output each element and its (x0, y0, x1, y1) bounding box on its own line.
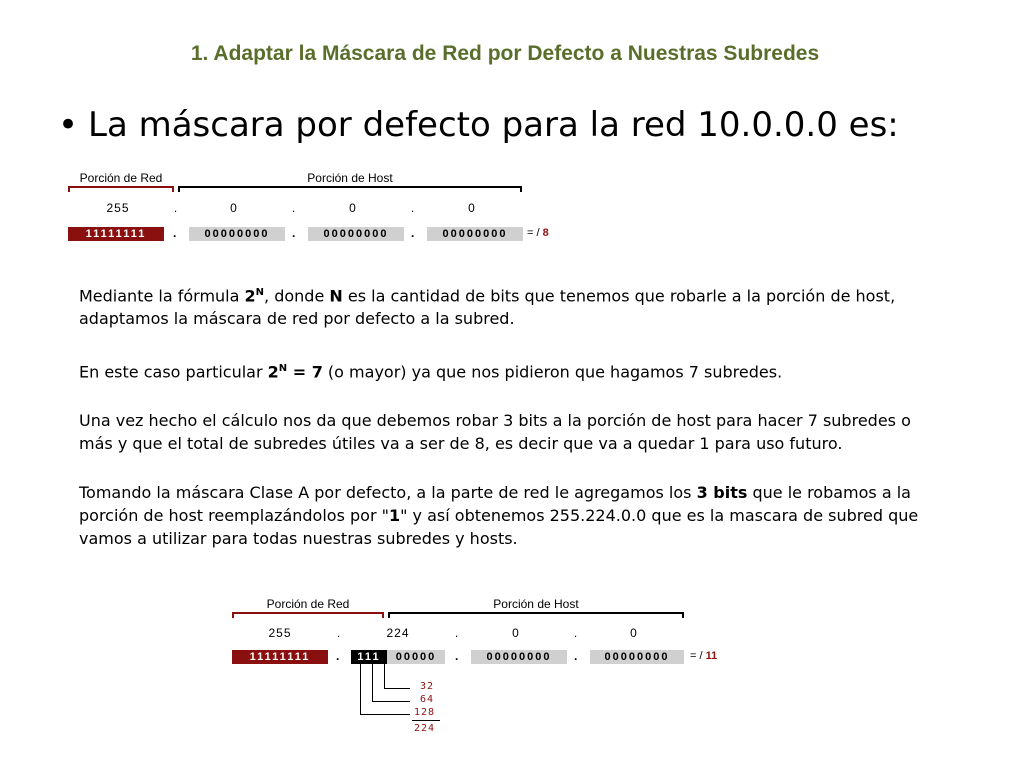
octet-2-decimal: 224 (386, 626, 410, 640)
formula-exponent: N (255, 287, 265, 298)
octet-4-binary: 00000000 (590, 650, 684, 664)
connector-line (384, 664, 385, 688)
octet-1-decimal: 255 (106, 201, 130, 215)
octet-3-binary: 00000000 (471, 650, 567, 664)
formula-variable: N (329, 286, 343, 306)
network-portion-label: Porción de Red (79, 171, 163, 185)
binary-dot: . (411, 226, 415, 240)
connector-line (372, 664, 373, 701)
text: En este caso particular (79, 362, 268, 382)
network-portion-label: Porción de Red (266, 597, 350, 611)
text: Tomando la máscara Clase A por defecto, a la parte de red le agregamos los (79, 483, 697, 502)
paragraph-calculation: Una vez hecho el cálculo nos da que debemos robar 3 bits a la porción de host para hacer 7 subredes o más y que el total de subredes útiles va a ser de 8, es decir que va a quedar 1 para uso futuro. (79, 411, 911, 453)
binary-dot: . (173, 226, 177, 240)
binary-dot: . (574, 649, 578, 663)
octet-2-decimal: 0 (230, 201, 238, 215)
text: " y así obtenemos 255.224.0.0 que es la mascara de subred que vamos a utilizar para todas nuestras subredes y hosts. (79, 506, 919, 548)
dot-separator: . (410, 201, 416, 215)
text: Mediante la fórmula (79, 286, 245, 306)
binary-dot: . (292, 226, 296, 240)
prefix-length (690, 650, 717, 662)
bit-value: 1 (388, 506, 401, 525)
octet-3-decimal: 0 (512, 626, 520, 640)
formula-base: 2 (244, 286, 256, 306)
text: , donde (264, 286, 330, 306)
dot-separator: . (454, 626, 460, 640)
dot-separator: . (291, 201, 297, 215)
slide-title: 1. Adaptar la Máscara de Red por Defecto a Nuestras Subredes (190, 42, 820, 65)
prefix-value: 11 (705, 650, 718, 662)
octet-4-decimal: 0 (630, 626, 638, 640)
octet-1-binary: 11111111 (68, 227, 164, 241)
octet-4-decimal: 0 (468, 201, 476, 215)
formula-base: 2 (267, 362, 279, 382)
binary-dot: . (455, 649, 459, 663)
connector-line (384, 688, 410, 689)
prefix-value: 8 (542, 227, 549, 239)
network-bracket (232, 612, 384, 618)
host-portion-label: Porción de Host (493, 597, 579, 611)
text: (o mayor) ya que nos pidieron que hagamos 7 subredes. (322, 362, 783, 382)
octet-1-binary: 11111111 (232, 650, 328, 664)
binary-dot: . (336, 649, 340, 663)
bit-value-128: 128 (414, 707, 436, 718)
octet-3-binary: 00000000 (308, 227, 404, 241)
text: es la cantidad de bits que tenemos que robarle a la porción de host, adaptamos la máscara de red por defecto a la subred. (79, 286, 896, 329)
bits-count: 3 bits (696, 483, 748, 502)
octet-4-binary: 00000000 (427, 227, 523, 241)
octet-2-remaining-binary: 00000 (387, 650, 445, 664)
host-portion-label: Porción de Host (307, 171, 393, 185)
connector-line (372, 701, 410, 702)
dot-separator: . (173, 201, 179, 215)
prefix-equals: = / (690, 650, 703, 662)
connector-line (360, 664, 361, 714)
octet-2-binary: 00000000 (189, 227, 285, 241)
host-bracket (388, 612, 684, 618)
borrowed-bits-binary: 111 (351, 650, 387, 664)
octet-3-decimal: 0 (349, 201, 357, 215)
formula-exponent: N (278, 363, 288, 374)
bullet-dot-icon: • (58, 105, 79, 145)
text: que le robamos a la porción de host reemplazándolos por " (79, 483, 911, 525)
sum-line (412, 720, 440, 721)
bullet-text: La máscara por defecto para la red 10.0.0.0 es: (88, 105, 899, 145)
bit-sum-224: 224 (414, 723, 436, 734)
bit-value-32: 32 (420, 681, 435, 692)
bit-value-64: 64 (420, 694, 435, 705)
prefix-equals: = / (527, 227, 540, 239)
dot-separator: . (336, 626, 342, 640)
connector-line (360, 714, 410, 715)
octet-1-decimal: 255 (268, 626, 292, 640)
formula-result: = 7 (287, 362, 323, 382)
dot-separator: . (573, 626, 579, 640)
